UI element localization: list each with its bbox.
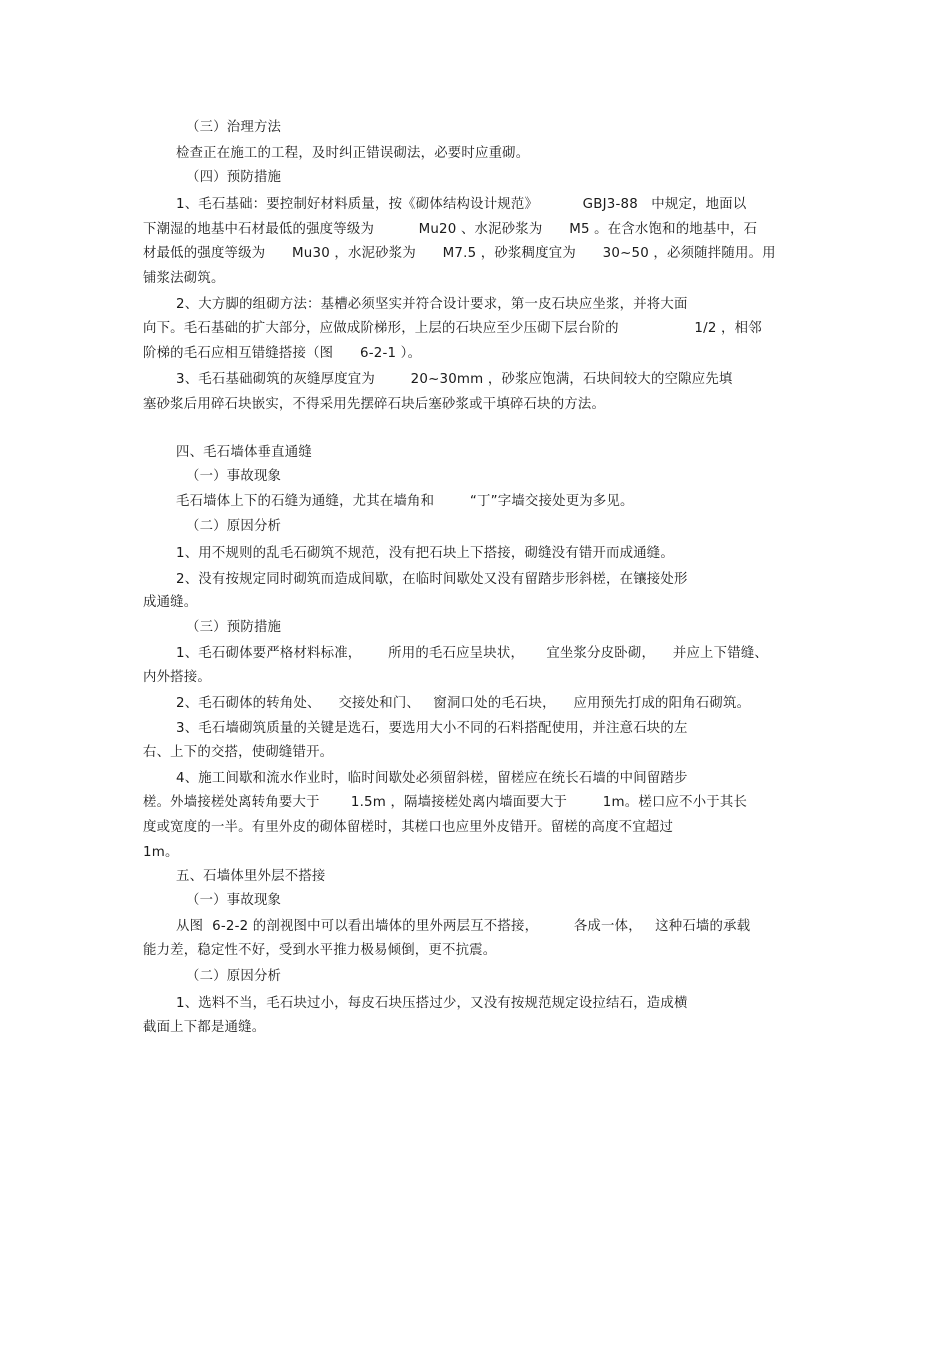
paragraph-line: 1、用不规则的乱毛石砌筑不规范，没有把石块上下搭接，砌缝没有错开而成通缝。 <box>176 546 674 561</box>
subheading: （四）预防措施 <box>186 170 282 185</box>
paragraph-line: 右、上下的交搭，使砌缝错开。 <box>143 745 334 760</box>
paragraph-line: 塞砂浆后用碎石块嵌实，不得采用先摆碎石块后塞砂浆或干填碎石块的方法。 <box>143 397 606 412</box>
paragraph-line: 能力差，稳定性不好，受到水平推力极易倾倒，更不抗震。 <box>143 943 497 958</box>
subheading: （一）事故现象 <box>186 893 282 908</box>
paragraph-line: 1m。 <box>143 845 179 860</box>
paragraph-line: 截面上下都是通缝。 <box>143 1020 266 1035</box>
paragraph-line: 3、毛石基础砌筑的灰缝厚度宜为 20~30mm ，砂浆应饱满，石块间较大的空隙应先填 <box>176 372 733 387</box>
paragraph-line: 向下。毛石基础的扩大部分，应做成阶梯形，上层的石块应至少压砌下层台阶的 1/2 ，相邻 <box>143 321 762 336</box>
paragraph-line: 度或宽度的一半。有里外皮的砌体留槎时，其槎口也应里外皮错开。留槎的高度不宜超过 <box>143 820 674 835</box>
paragraph-line: 4、施工间歇和流水作业时，临时间歇处必须留斜槎，留槎应在统长石墙的中间留踏步 <box>176 771 688 786</box>
paragraph-line: 下潮湿的地基中石材最低的强度等级为 Mu20 、水泥砂浆为 M5 。在含水饱和的地基中，石 <box>143 222 758 237</box>
paragraph-line: 从图 6-2-2 的剖视图中可以看出墙体的里外两层互不搭接， 各成一体， 这种石墙的承载 <box>176 919 751 934</box>
section-heading: 四、毛石墙体垂直通缝 <box>176 445 312 460</box>
paragraph-line: 3、毛石墙砌筑质量的关键是选石，要选用大小不同的石料搭配使用，并注意石块的左 <box>176 721 688 736</box>
section-heading: 五、石墙体里外层不搭接 <box>176 869 326 884</box>
paragraph-line: 毛石墙体上下的石缝为通缝，尤其在墙角和 “丁”字墙交接处更为多见。 <box>176 494 634 509</box>
paragraph-line: 2、毛石砌体的转角处、 交接处和门、 窗洞口处的毛石块， 应用预先打成的阳角石砌筑。 <box>176 696 751 711</box>
paragraph-line: 2、没有按规定同时砌筑而造成间歇，在临时间歇处又没有留踏步形斜槎，在镶接处形 <box>176 572 688 587</box>
subheading: （二）原因分析 <box>186 969 282 984</box>
subheading: （三）预防措施 <box>186 620 282 635</box>
subheading: （二）原因分析 <box>186 519 282 534</box>
paragraph-line: 阶梯的毛石应相互错缝搭接（图 6-2-1 ）。 <box>143 346 422 361</box>
paragraph-line: 铺浆法砌筑。 <box>143 271 225 286</box>
paragraph-line: 1、毛石基础：要控制好材料质量，按《砌体结构设计规范》 GBJ3-88 中规定，地面以 <box>176 197 747 212</box>
paragraph-line: 内外搭接。 <box>143 670 211 685</box>
paragraph-line: 槎。外墙接槎处离转角要大于 1.5m ，隔墙接槎处离内墙面要大于 1m。槎口应不小于其长 <box>143 795 748 810</box>
paragraph-line: 检查正在施工的工程，及时纠正错误砌法，必要时应重砌。 <box>176 146 530 161</box>
subheading: （三）治理方法 <box>186 120 282 135</box>
subheading: （一）事故现象 <box>186 469 282 484</box>
paragraph-line: 1、毛石砌体要严格材料标准， 所用的毛石应呈块状， 宜坐浆分皮卧砌， 并应上下错缝、 <box>176 646 769 661</box>
paragraph-line: 1、选料不当，毛石块过小，每皮石块压搭过少，又没有按规范规定设拉结石，造成横 <box>176 996 688 1011</box>
paragraph-line: 成通缝。 <box>143 595 198 610</box>
paragraph-line: 材最低的强度等级为 Mu30 ，水泥砂浆为 M7.5 ，砂浆稠度宜为 30~50 ，必须随拌随用。用 <box>143 246 776 261</box>
paragraph-line: 2、大方脚的组砌方法：基槽必须坚实并符合设计要求，第一皮石块应坐浆，并将大面 <box>176 297 688 312</box>
